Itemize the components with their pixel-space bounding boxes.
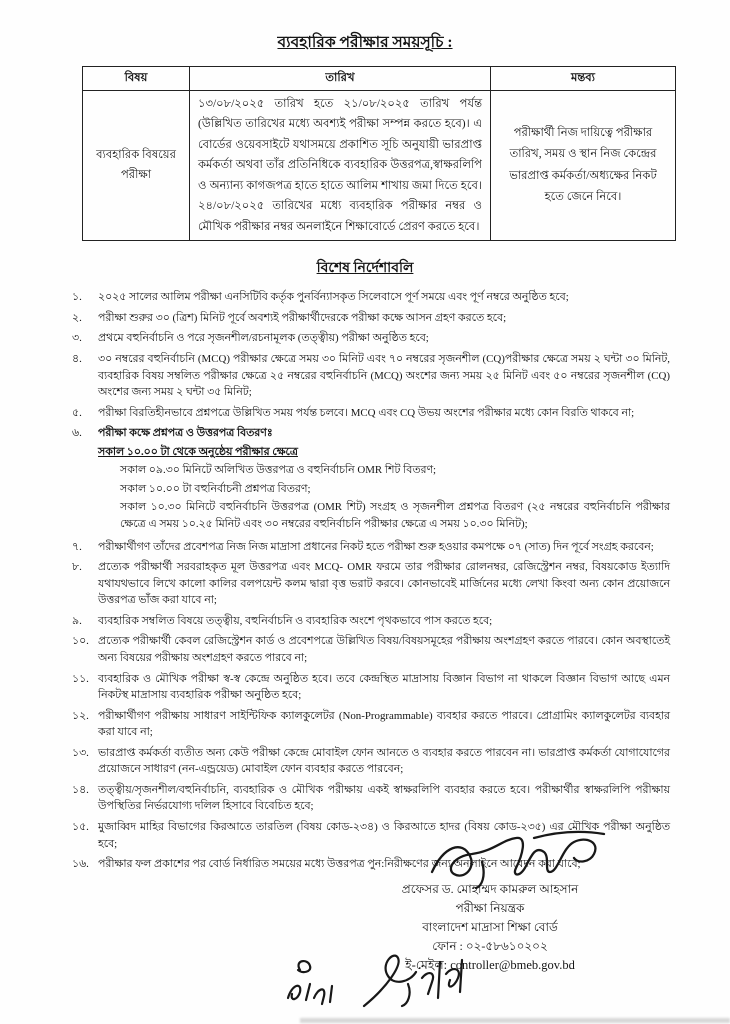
subject-cell: ব্যবহারিক বিষয়ের পরীক্ষা	[83, 91, 190, 241]
signature-name: প্রফেসর ড. মোহাম্মদ কামরুল আহসান	[401, 882, 579, 896]
instruction-item	[62, 745, 670, 778]
table-header-row	[83, 67, 676, 91]
instruction-item	[62, 559, 670, 609]
item-number: ১.	[72, 291, 82, 304]
instruction-item	[62, 613, 670, 630]
col-header-date: তারিখ	[190, 67, 491, 91]
item-number: ১১.	[72, 672, 89, 685]
item-text: প্রত্যেক পরীক্ষার্থী কেবল রেজিস্ট্রেশন কার্ড ও প্রবেশপত্রে উল্লিখিত বিষয়/বিষয়সমূহের পরীক্ষায় অংশগ্রহণ করতে পারবে। কোন অবস্থাতেই অন্য বিষয়ের পরীক্ষায় অংশগ্রহণ করতে পারবে না;	[98, 635, 670, 664]
instruction-item	[62, 782, 670, 815]
distribution-schedule	[98, 444, 670, 533]
scan-artifact-band	[300, 1018, 730, 1023]
date-cell: ১৩/০৮/২০২৫ তারিখ হতে ২১/০৮/২০২৫ তারিখ পর্যন্ত (উল্লিখিত তারিখের মধ্যে অবশ্যই পরীক্ষা সম্পন্ন করতে হবে)। এ বোর্ডের ওয়েবসাইটে যথাসময়ে প্রকাশিত সূচি অনুযায়ী ভারপ্রাপ্ত কর্মকর্তা অথবা তাঁর প্রতিনিধিকে ব্যবহারিক উত্তরপত্র,স্বাক্ষরলিপি ও অন্যান্য কাগজপত্র হাতে হাতে আলিম শাখায় জমা দিতে হবে। ২৪/০৮/২০২৫ তারিখের মধ্যে ব্যবহারিক পরীক্ষার নম্বর ও মৌখিক পরীক্ষার নম্বর অনলাইনে শিক্ষাবোর্ডে প্রেরণ করতে হবে।	[190, 91, 491, 241]
instruction-item	[62, 351, 670, 401]
initial-signature-scribble	[280, 956, 342, 1015]
initial-signature-scribble	[358, 946, 470, 1017]
instruction-item	[62, 310, 670, 327]
item-number: ১০.	[72, 635, 89, 648]
item-text: পরীক্ষার ফল প্রকাশের পর বোর্ড নির্ধারিত সময়ের মধ্যে উত্তরপত্র পুন:নিরীক্ষণের জন্য অনলাইনে আবেদন করা যাবে;	[98, 858, 581, 871]
distribution-step: সকাল ১০.৩০ মিনিটে বহুনির্বাচনি উত্তরপত্র (OMR শিট) সংগ্রহ ও সৃজনশীল প্রশ্নপত্র বিতরণ (২৫ নম্বরের বহুনির্বাচনি পরীক্ষার ক্ষেত্রে এ সময় ১০.২৫ মিনিট এবং ৩০ নম্বরের বহুনির্বাচনি পরীক্ষার ক্ষেত্রে এ সময় ১০.৩০ মিনিট);	[120, 501, 670, 531]
instruction-item	[62, 330, 670, 347]
item-number: ৯.	[72, 614, 82, 627]
item-number: ৭.	[72, 540, 82, 553]
table-row	[83, 91, 676, 241]
instruction-item-distribution	[62, 425, 670, 534]
item-number: ৪.	[72, 352, 82, 365]
item-text: মুজাব্বিদ মাহির বিভাগের কিরআতে তারতিল (বিষয় কোড-২৩৪) ও কিরআতে হাদর (বিষয় কোড-২৩৫) এর মৌখিক পরীক্ষা অনুষ্ঠিত হবে;	[98, 821, 670, 850]
signature-phone: ফোন : ০২-৫৮৬১০২০২	[432, 939, 548, 953]
item-text: প্রত্যেক পরীক্ষার্থী সরবরাহকৃত মূল উত্তরপত্র এবং MCQ- OMR ফরমে তার পরীক্ষার রোলনম্বর, রেজিস্ট্রেশন নম্বর, বিষয়কোড ইত্যাদি যথাযথভাবে লিখে কালো কালির বলপয়েন্ট কলম দ্বারা বৃত্ত ভরাট করবে। কোনভাবেই মার্জিনের মধ্যে লেখা কিংবা অন্য কোন প্রয়োজনে উত্তরপত্র ভাঁজ করা যাবে না;	[98, 561, 670, 607]
item-number: ১৩.	[72, 746, 89, 759]
remarks-cell: পরীক্ষার্থী নিজ দায়িত্বে পরীক্ষার তারিখ, সময় ও স্থান নিজ কেন্দ্রের ভারপ্রাপ্ত কর্মকর্তা/অধ্যক্ষের নিকট হতে জেনে নিবে।	[491, 91, 676, 241]
instruction-item	[62, 671, 670, 704]
exam-schedule-table	[82, 66, 676, 241]
item-text: পরীক্ষা বিরতিহীনভাবে প্রশ্নপত্রে উল্লিখিত সময় পর্যন্ত চলবে। MCQ এবং CQ উভয় অংশের পরীক্ষার মধ্যে কোন বিরতি থাকবে না;	[98, 406, 635, 419]
distribution-subheading: সকাল ১০.০০ টা থেকে অনুষ্ঠেয় পরীক্ষার ক্ষেত্রে	[98, 445, 298, 458]
instruction-item	[62, 539, 670, 556]
instruction-item	[62, 405, 670, 422]
item-number: ১২.	[72, 709, 89, 722]
item-text: ব্যবহারিক সম্বলিত বিষয়ে তত্ত্বীয়, বহুনির্বাচনি ও ব্যবহারিক অংশে পৃথকভাবে পাস করতে হবে;	[98, 614, 493, 627]
item-number: ৩.	[72, 332, 82, 345]
item-number: ১৬.	[72, 858, 89, 871]
instructions-heading: বিশেষ নির্দেশাবলি	[316, 261, 414, 277]
signature-designation: পরীক্ষা নিয়ন্ত্রক	[455, 901, 525, 915]
instruction-item	[62, 708, 670, 741]
item-number: ১৪.	[72, 783, 89, 796]
page-title: ব্যবহারিক পরীক্ষার সময়সূচি :	[277, 34, 453, 51]
item-number: ৬.	[72, 427, 82, 440]
distribution-step: সকাল ০৯.৩০ মিনিটে অলিখিত উত্তরপত্র ও বহুনির্বাচনি OMR শিট বিতরণ;	[120, 464, 437, 477]
item-text: পরীক্ষার্থীগণ পরীক্ষায় সাধারণ সাইন্টিফিক ক্যালকুলেটর (Non-Programmable) ব্যবহার করতে পারবে। প্রোগ্রামিং ক্যালকুলেটর ব্যবহার করা যাবে না;	[98, 709, 670, 739]
instruction-item	[62, 633, 670, 666]
signature-email: ই-মেইল: controller@bmeb.gov.bd	[405, 958, 575, 972]
item-number: ৫.	[72, 406, 82, 419]
distribution-step: সকাল ১০.০০ টা বহুনির্বাচনী প্রশ্নপত্র বিতরণ;	[120, 482, 311, 495]
instruction-item	[62, 289, 670, 306]
item-text: প্রথমে বহুনির্বাচনি ও পরে সৃজনশীল/রচনামূলক (তত্ত্বীয়) পরীক্ষা অনুষ্ঠিত হবে;	[98, 332, 429, 345]
instructions-list	[62, 289, 670, 872]
item-text: তত্ত্বীয়/সৃজনশীল/বহুনির্বাচনি, ব্যবহারিক ও মৌখিক পরীক্ষায় একই স্বাক্ষরলিপি ব্যবহার করতে হবে। পরীক্ষার্থীর স্বাক্ষরলিপি পরীক্ষায় উপস্থিতির নির্ভরযোগ্য দলিল হিসাবে বিবেচিত হবে;	[98, 783, 670, 813]
item-text: ৩০ নম্বরের বহুনির্বাচনি (MCQ) পরীক্ষার ক্ষেত্রে সময় ৩০ মিনিট এবং ৭০ নম্বরের সৃজনশীল (CQ)পরীক্ষার ক্ষেত্রে সময় ২ ঘন্টা ৩০ মিনিট, ব্যবহারিক বিষয় সম্বলিত পরীক্ষার ক্ষেত্রে ২৫ নম্বরের বহুনির্বাচনি (MCQ) অংশের জন্য সময় ২৫ মিনিট এবং ৫০ নম্বরের সৃজনশীল (CQ) অংশের জন্য সময় ২ ঘন্টা ৩৫ মিনিট;	[98, 352, 670, 399]
col-header-remarks: মন্তব্য	[491, 67, 676, 91]
item-number: ৮.	[72, 561, 82, 574]
item-text: পরীক্ষা কক্ষে প্রশ্নপত্র ও উত্তরপত্র বিতরণঃ	[98, 427, 273, 440]
item-number: ১৫.	[72, 821, 89, 834]
signature-organization: বাংলাদেশ মাদ্রাসা শিক্ষা বোর্ড	[422, 920, 558, 934]
col-header-subject: বিষয়	[83, 67, 190, 91]
item-text: ২০২৫ সালের আলিম পরীক্ষা এনসিটিবি কর্তৃক পুনর্বিন্যাসকৃত সিলেবাসে পূর্ণ সময়ে এবং পূর্ণ নম্বরে অনুষ্ঠিত হবে;	[98, 291, 569, 304]
item-text: পরীক্ষার্থীগণ তাঁদের প্রবেশপত্র নিজ নিজ মাদ্রাসা প্রধানের নিকট হতে পরীক্ষা শুরু হওয়ার কমপক্ষে ০৭ (সাত) দিন পূর্বে সংগ্রহ করবেন;	[98, 540, 654, 553]
item-text: পরীক্ষা শুরুর ৩০ (ত্রিশ) মিনিট পূর্বে অবশ্যই পরীক্ষার্থীদেরকে পরীক্ষা কক্ষে আসন গ্রহণ করতে হবে;	[98, 311, 507, 324]
item-text: ভারপ্রাপ্ত কর্মকর্তা ব্যতীত অন্য কেউ পরীক্ষা কেন্দ্রে মোবাইল ফোন আনতে ও ব্যবহার করতে পারবেন না। ভারপ্রাপ্ত কর্মকর্তা যোগাযোগের প্রয়োজনে সাধারণ (নন-এন্ড্রয়েড) মোবাইল ফোন ব্যবহার করতে পারবেন;	[98, 746, 670, 776]
item-text: ব্যবহারিক ও মৌখিক পরীক্ষা স্ব-স্ব কেন্দ্রে অনুষ্ঠিত হবে। তবে কেন্দ্রস্থিত মাদ্রাসায় বিজ্ঞান বিভাগ না থাকলে বিজ্ঞান বিভাগ আছে এমন নিকটস্থ মাদ্রাসায় ব্যবহারিক পরীক্ষা অনুষ্ঠিত হবে;	[98, 672, 670, 702]
item-number: ২.	[72, 311, 82, 324]
